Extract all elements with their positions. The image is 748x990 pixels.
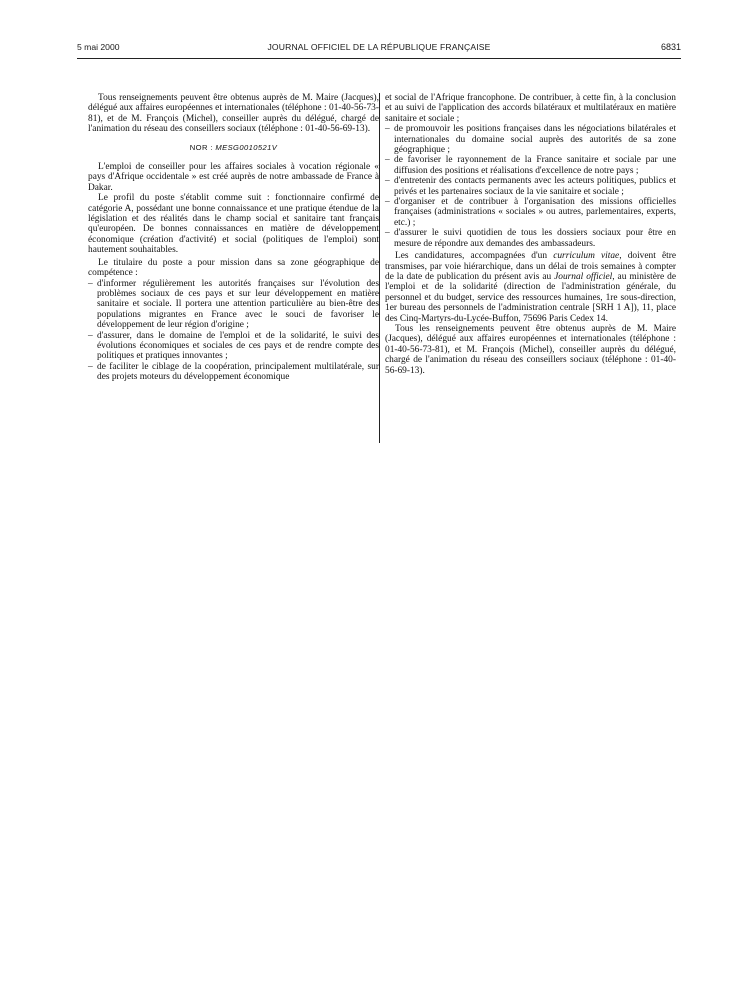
contact-paragraph: Tous renseignements peuvent être obtenus auprès de M. Maire (Jacques), délégué aux affaires européennes et internationales (téléphone : 01-40-56-73-81), et de M. François (Michel), conseiller auprès du délégué, chargé de l'animation du réseau des conseillers sociaux (téléphone : 01-40-56-69-13). (88, 93, 379, 135)
journal-title: JOURNAL OFFICIEL DE LA RÉPUBLIQUE FRANÇAISE (267, 42, 491, 52)
mission-list (88, 279, 379, 383)
header-rule (77, 58, 681, 59)
list-item: – de promouvoir les positions françaises dans les négociations bilatérales et internationales du domaine social auprès des autorités de sa zone géographique ; (385, 124, 676, 155)
right-column (385, 93, 676, 376)
application-text-middle: , doivent être transmises, par voie hiérarchique, dans un délai de trois semaines à compter de la date de publication du présent avis au (385, 251, 676, 282)
list-item: – d'organiser et de contribuer à l'organisation des missions officielles françaises (administrations « sociales » ou autres, parlementaires, experts, etc.) ; (385, 197, 676, 228)
issue-date: 5 mai 2000 (77, 42, 120, 52)
profile-paragraph: Le profil du poste s'établit comme suit : fonctionnaire confirmé de catégorie A, possédant une bonne connaissance et une pratique étendue de la législation et des réalités dans le champ social et sanitaire tant français qu'européen. De bonnes connaissances en matière de développement économique (création d'activité) et social (politiques de l'emploi) sont hautement souhaitables. (88, 193, 379, 256)
list-item: – d'assurer le suivi quotidien de tous les dossiers sociaux pour être en mesure de répondre aux demandes des ambassadeurs. (385, 228, 676, 249)
list-item: – de faciliter le ciblage de la coopération, principalement multilatérale, sur des projets moteurs du développement économique (88, 362, 379, 383)
application-text-end: , au ministère de l'emploi et de la solidarité (direction de l'administration générale, du personnel et du budget, service des ressources humaines, 1re sous-direction, 1er bureau des personnels de l'administration centrale [SRH 1 A]), 11, place des Cinq-Martyrs-du-Lycée-Buffon, 75696 Paris Cedex 14. (385, 271, 676, 324)
page-header (77, 42, 681, 58)
list-item: – d'informer régulièrement les autorités françaises sur l'évolution des problèmes sociaux de ces pays et sur leur développement en matière sanitaire et sociale. Il portera une attention particulière au bien-être des populations migrantes en France avec le souci de favoriser le développement de leur région d'origine ; (88, 279, 379, 331)
journal-officiel-term: Journal officiel (554, 271, 613, 282)
continuation-paragraph: et social de l'Afrique francophone. De contribuer, à cette fin, à la conclusion et au suivi de l'application des accords bilatéraux et multilatéraux en matière sanitaire et sociale ; (385, 93, 676, 124)
application-text-start: Les candidatures, accompagnées d'un (395, 251, 554, 262)
curriculum-vitae-term: curriculum vitae (553, 251, 620, 262)
list-item: – de favoriser le rayonnement de la France sanitaire et sociale par une diffusion des positions et réalisations d'excellence de notre pays ; (385, 155, 676, 176)
mission-paragraph: Le titulaire du poste a pour mission dans sa zone géographique de compétence : (88, 257, 379, 279)
final-contact-paragraph: Tous les renseignements peuvent être obtenus auprès de M. Maire (Jacques), délégué aux affaires européennes et internationales (téléphone : 01-40-56-73-81), et M. François (Michel), conseiller auprès du délégué, chargé de l'animation du réseau des conseillers sociaux (téléphone : 01-40-56-69-13). (385, 323, 676, 376)
list-item: – d'assurer, dans le domaine de l'emploi et de la solidarité, le suivi des évolutions économiques et sociales de ces pays et de rendre compte des politiques et pratiques innovantes ; (88, 331, 379, 362)
post-creation-paragraph: L'emploi de conseiller pour les affaires sociales à vocation régionale « pays d'Afrique occidentale » est créé auprès de notre ambassade de France à Dakar. (88, 162, 379, 193)
nor-label: NOR : (189, 142, 213, 152)
nor-reference (88, 143, 379, 153)
application-paragraph (385, 251, 676, 324)
mission-list-continued (385, 124, 676, 249)
left-column (88, 93, 379, 383)
column-divider (379, 93, 380, 443)
list-item: – d'entretenir des contacts permanents avec les acteurs politiques, publics et privés et les partenaires sociaux de la vie sanitaire et sociale ; (385, 176, 676, 197)
page-number: 6831 (660, 42, 681, 52)
nor-code: MESG0010521V (215, 142, 278, 152)
